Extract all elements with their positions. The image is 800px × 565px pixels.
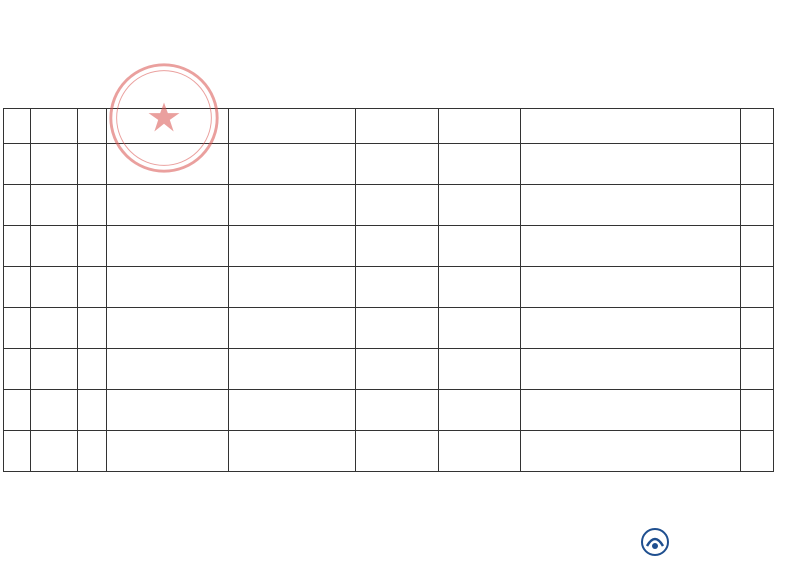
cell-unit xyxy=(229,267,356,308)
cell-remark xyxy=(741,349,774,390)
cell-name xyxy=(31,308,78,349)
cell-gender xyxy=(78,349,107,390)
cell-unit xyxy=(229,431,356,472)
header-gender xyxy=(78,109,107,144)
cell-name xyxy=(31,267,78,308)
cell-gender xyxy=(78,226,107,267)
cell-condition xyxy=(521,185,741,226)
cell-level xyxy=(439,185,521,226)
cell-seq xyxy=(4,349,31,390)
cell-job xyxy=(356,226,439,267)
cell-seq xyxy=(4,226,31,267)
cell-condition xyxy=(521,349,741,390)
cell-remark xyxy=(741,308,774,349)
cell-remark xyxy=(741,185,774,226)
cell-name xyxy=(31,144,78,185)
cell-level xyxy=(439,390,521,431)
cell-job xyxy=(356,267,439,308)
cell-gender xyxy=(78,185,107,226)
header-name xyxy=(31,109,78,144)
cell-seq xyxy=(4,185,31,226)
cell-name xyxy=(31,226,78,267)
cell-name xyxy=(31,349,78,390)
cell-job xyxy=(356,349,439,390)
header-condition xyxy=(521,109,741,144)
cell-unit xyxy=(229,144,356,185)
cell-seq xyxy=(4,431,31,472)
cell-condition xyxy=(521,308,741,349)
cell-seq xyxy=(4,144,31,185)
cell-gender xyxy=(78,308,107,349)
header-job xyxy=(356,109,439,144)
cell-name xyxy=(31,431,78,472)
cell-id xyxy=(107,144,229,185)
cell-remark xyxy=(741,144,774,185)
college-logo xyxy=(640,525,798,559)
table-row xyxy=(4,390,774,431)
cell-level xyxy=(439,226,521,267)
cell-seq xyxy=(4,308,31,349)
cell-seq xyxy=(4,267,31,308)
cell-unit xyxy=(229,185,356,226)
cell-condition xyxy=(521,144,741,185)
cell-gender xyxy=(78,144,107,185)
table-row xyxy=(4,226,774,267)
cell-id xyxy=(107,390,229,431)
header-unit xyxy=(229,109,356,144)
cell-job xyxy=(356,431,439,472)
table-row xyxy=(4,185,774,226)
cell-id xyxy=(107,226,229,267)
cell-gender xyxy=(78,431,107,472)
cell-unit xyxy=(229,308,356,349)
cell-job xyxy=(356,390,439,431)
header-seq xyxy=(4,109,31,144)
cell-job xyxy=(356,144,439,185)
cell-seq xyxy=(4,390,31,431)
table-header-row xyxy=(4,109,774,144)
cell-condition xyxy=(521,226,741,267)
cell-job xyxy=(356,185,439,226)
cell-remark xyxy=(741,226,774,267)
header-id xyxy=(107,109,229,144)
cell-gender xyxy=(78,267,107,308)
table-row xyxy=(4,308,774,349)
cell-unit xyxy=(229,226,356,267)
cell-id xyxy=(107,349,229,390)
table-row xyxy=(4,144,774,185)
cell-level xyxy=(439,267,521,308)
cell-job xyxy=(356,308,439,349)
cell-name xyxy=(31,390,78,431)
cell-id xyxy=(107,308,229,349)
header-remark xyxy=(741,109,774,144)
cell-remark xyxy=(741,390,774,431)
cell-id xyxy=(107,267,229,308)
roster-table xyxy=(3,108,774,472)
cell-level xyxy=(439,349,521,390)
cell-unit xyxy=(229,349,356,390)
header-level xyxy=(439,109,521,144)
cell-unit xyxy=(229,390,356,431)
table-row xyxy=(4,349,774,390)
cell-condition xyxy=(521,267,741,308)
cell-id xyxy=(107,431,229,472)
college-emblem-icon xyxy=(640,527,670,557)
cell-remark xyxy=(741,267,774,308)
cell-name xyxy=(31,185,78,226)
cell-condition xyxy=(521,431,741,472)
cell-gender xyxy=(78,390,107,431)
cell-remark xyxy=(741,431,774,472)
table-row xyxy=(4,431,774,472)
cell-condition xyxy=(521,390,741,431)
cell-id xyxy=(107,185,229,226)
cell-level xyxy=(439,144,521,185)
cell-level xyxy=(439,431,521,472)
cell-level xyxy=(439,308,521,349)
table-row xyxy=(4,267,774,308)
